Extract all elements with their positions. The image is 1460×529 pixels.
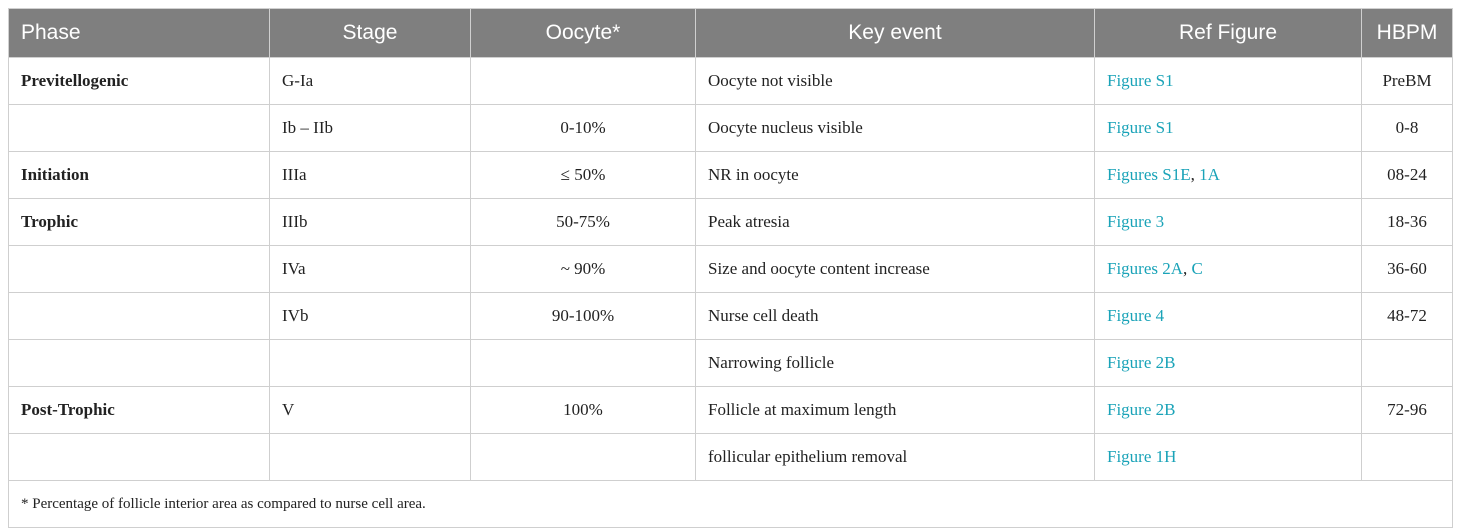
- cell-oocyte: ~ 90%: [471, 246, 696, 293]
- cell-hbpm: 08-24: [1362, 152, 1453, 199]
- cell-oocyte: 100%: [471, 387, 696, 434]
- table-row: [9, 152, 1453, 199]
- cell-phase: Previtellogenic: [9, 58, 270, 105]
- cell-stage: IIIb: [270, 199, 471, 246]
- cell-key-event: Peak atresia: [696, 199, 1095, 246]
- table-row: [9, 434, 1453, 481]
- table-row: [9, 293, 1453, 340]
- header-stage: Stage: [270, 9, 471, 58]
- cell-stage: V: [270, 387, 471, 434]
- footnote: * Percentage of follicle interior area as compared to nurse cell area.: [9, 481, 1453, 528]
- cell-ref-figure: [1095, 387, 1362, 434]
- cell-ref-figure: [1095, 105, 1362, 152]
- figure-link[interactable]: C: [1191, 259, 1203, 278]
- header-oocyte: Oocyte*: [471, 9, 696, 58]
- cell-ref-figure: [1095, 434, 1362, 481]
- cell-key-event: follicular epithelium removal: [696, 434, 1095, 481]
- cell-ref-figure: [1095, 246, 1362, 293]
- cell-ref-figure: [1095, 152, 1362, 199]
- cell-key-event: Oocyte not visible: [696, 58, 1095, 105]
- cell-stage: [270, 340, 471, 387]
- cell-phase: [9, 340, 270, 387]
- table-row: [9, 387, 1453, 434]
- figure-link[interactable]: Figure 3: [1107, 212, 1165, 231]
- table-row: [9, 340, 1453, 387]
- figure-link[interactable]: Figures S1E: [1107, 165, 1191, 184]
- cell-key-event: Narrowing follicle: [696, 340, 1095, 387]
- cell-stage: IVa: [270, 246, 471, 293]
- figure-link[interactable]: Figure 1H: [1107, 447, 1177, 466]
- cell-phase: [9, 246, 270, 293]
- figure-link[interactable]: Figure 2B: [1107, 400, 1176, 419]
- cell-hbpm: 48-72: [1362, 293, 1453, 340]
- cell-key-event: Follicle at maximum length: [696, 387, 1095, 434]
- table-row: [9, 105, 1453, 152]
- header-ref-figure: Ref Figure: [1095, 9, 1362, 58]
- cell-ref-figure: [1095, 199, 1362, 246]
- stage-table: [8, 8, 1453, 528]
- cell-ref-figure: [1095, 340, 1362, 387]
- cell-oocyte: 0-10%: [471, 105, 696, 152]
- cell-phase: [9, 105, 270, 152]
- table-container: [8, 8, 1452, 528]
- cell-phase: [9, 293, 270, 340]
- figure-link[interactable]: Figure 4: [1107, 306, 1165, 325]
- cell-stage: [270, 434, 471, 481]
- table-body: [9, 58, 1453, 528]
- header-phase: Phase: [9, 9, 270, 58]
- figure-link[interactable]: 1A: [1199, 165, 1220, 184]
- footnote-row: [9, 481, 1453, 528]
- cell-key-event: Nurse cell death: [696, 293, 1095, 340]
- cell-key-event: Oocyte nucleus visible: [696, 105, 1095, 152]
- cell-phase: Post-Trophic: [9, 387, 270, 434]
- header-key-event: Key event: [696, 9, 1095, 58]
- cell-ref-figure: [1095, 293, 1362, 340]
- figure-link[interactable]: Figure S1: [1107, 71, 1174, 90]
- cell-hbpm: 72-96: [1362, 387, 1453, 434]
- table-row: [9, 246, 1453, 293]
- cell-oocyte: 90-100%: [471, 293, 696, 340]
- cell-hbpm: PreBM: [1362, 58, 1453, 105]
- header-hbpm: HBPM: [1362, 9, 1453, 58]
- cell-phase: [9, 434, 270, 481]
- ref-separator: ,: [1190, 165, 1200, 184]
- cell-key-event: NR in oocyte: [696, 152, 1095, 199]
- figure-link[interactable]: Figure 2B: [1107, 353, 1176, 372]
- ref-separator: ,: [1183, 259, 1192, 278]
- cell-phase: Trophic: [9, 199, 270, 246]
- figure-link[interactable]: Figures 2A: [1107, 259, 1184, 278]
- cell-oocyte: [471, 340, 696, 387]
- cell-hbpm: 0-8: [1362, 105, 1453, 152]
- table-row: [9, 199, 1453, 246]
- cell-stage: G-Ia: [270, 58, 471, 105]
- cell-oocyte: ≤ 50%: [471, 152, 696, 199]
- cell-phase: Initiation: [9, 152, 270, 199]
- cell-hbpm: [1362, 340, 1453, 387]
- cell-key-event: Size and oocyte content increase: [696, 246, 1095, 293]
- cell-ref-figure: [1095, 58, 1362, 105]
- cell-hbpm: [1362, 434, 1453, 481]
- table-header: [9, 9, 1453, 58]
- cell-oocyte: [471, 58, 696, 105]
- cell-stage: IVb: [270, 293, 471, 340]
- cell-stage: IIIa: [270, 152, 471, 199]
- table-row: [9, 58, 1453, 105]
- cell-hbpm: 36-60: [1362, 246, 1453, 293]
- cell-stage: Ib – IIb: [270, 105, 471, 152]
- cell-oocyte: 50-75%: [471, 199, 696, 246]
- header-row: [9, 9, 1453, 58]
- cell-hbpm: 18-36: [1362, 199, 1453, 246]
- figure-link[interactable]: Figure S1: [1107, 118, 1174, 137]
- cell-oocyte: [471, 434, 696, 481]
